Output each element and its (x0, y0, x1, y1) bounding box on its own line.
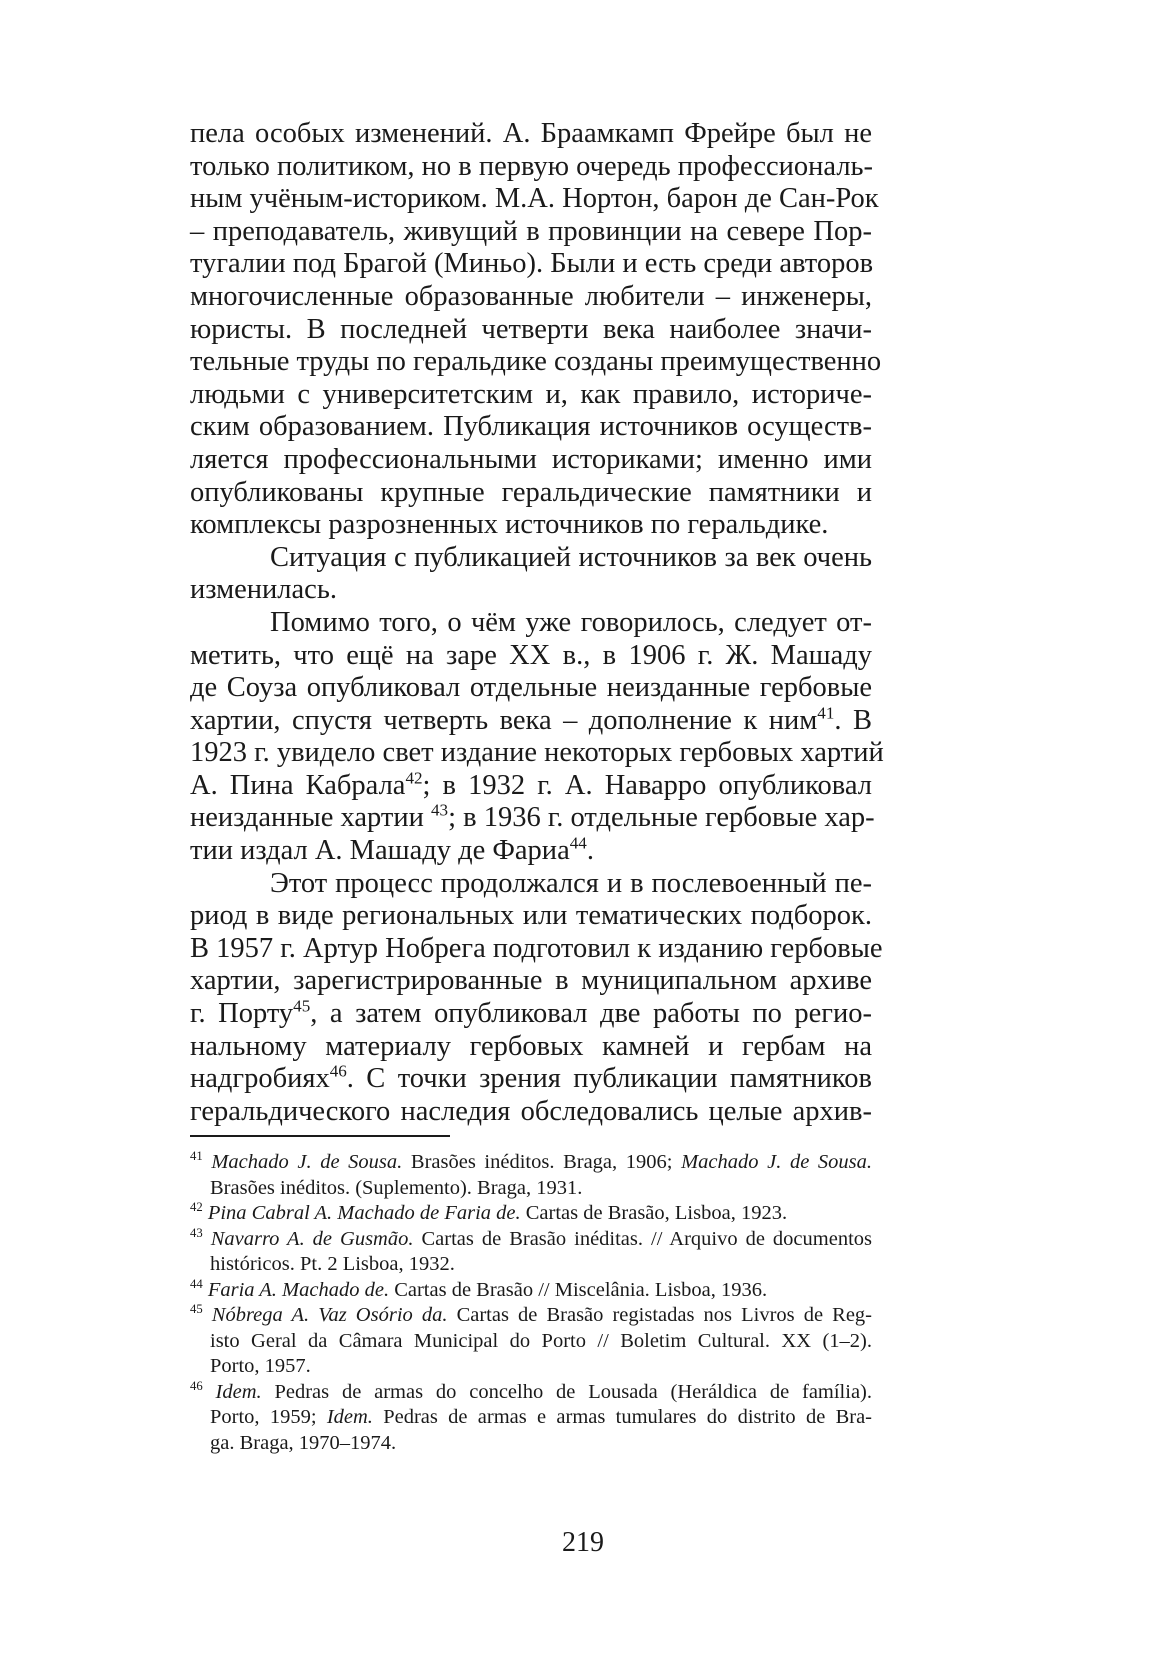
footnote-line: Brasões inéditos. (Suplemento). Braga, 1931. (210, 1176, 583, 1199)
footnote-42 (190, 1201, 872, 1227)
text-line: Ситуация с публикацией источников за век очень (270, 541, 872, 573)
footnote-number: 42 (190, 1200, 203, 1215)
text-line: В 1957 г. Артур Нобрега подготовил к изданию гербовые (190, 932, 883, 964)
footnote-43 (190, 1227, 872, 1278)
footnote-number: 43 (190, 1225, 203, 1240)
footnote-number: 45 (190, 1302, 203, 1317)
footnote-author: Idem. (215, 1380, 262, 1403)
footnote-number: 44 (190, 1276, 203, 1291)
text-run: . (586, 835, 594, 867)
footnote-author: Idem. (326, 1406, 373, 1428)
text-line: многочисленные образованные любители – инженеры, (190, 280, 872, 312)
footnote-author: Nóbrega A. Vaz Osório da. (211, 1304, 448, 1326)
text-run: хартии, спустя четверть века – дополнение к ним (190, 704, 818, 736)
text-run: неизданные хартии (190, 802, 431, 834)
text-run: надгробиях (190, 1063, 330, 1095)
page-number: 219 (562, 1527, 604, 1558)
text-run: . С точки зрения публикации памятников (346, 1063, 872, 1095)
footnote-44 (190, 1278, 872, 1304)
text-line: – преподаватель, живущий в провинции на севере Пор- (190, 215, 872, 247)
body-text (190, 118, 884, 1128)
footnote-line (190, 1227, 872, 1253)
footnote-ref-46[interactable]: 46 (329, 1061, 347, 1081)
footnote-line (190, 1150, 872, 1176)
footnote-ref-41[interactable]: 41 (817, 703, 835, 723)
text-line: де Соуза опубликовал отдельные неизданные гербовые (190, 672, 872, 704)
footnote-author: Machado J. de Sousa. (681, 1151, 873, 1173)
footnote-number: 41 (190, 1149, 203, 1164)
footnote-text: Cartas de Brasão inéditas. // Arquivo de documentos (413, 1227, 872, 1250)
paragraph-4 (190, 867, 883, 1129)
footnote-46 (190, 1380, 872, 1457)
footnote-author: Navarro A. de Gusmão. (210, 1227, 414, 1250)
paragraph-1 (190, 118, 882, 542)
text-line: пела особых изменений. А. Браамкамп Фрейре был не (190, 118, 872, 149)
text-line: юристы. В последней четверти века наиболее значи- (190, 313, 872, 345)
text-line: только политиком, но в первую очередь профессиональ- (190, 150, 874, 182)
text-line: ляется профессиональными историками; именно ими (190, 443, 872, 475)
text-line: ским образованием. Публикация источников осуществ- (190, 411, 872, 443)
text-line: изменилась. (190, 574, 337, 606)
text-line (190, 1063, 872, 1096)
text-line: тугалии под Брагой (Миньо). Были и есть среди авторов (190, 248, 874, 280)
footnote-author: Machado J. de Sousa. (211, 1151, 403, 1173)
text-line: ным учёным-историком. М.А. Нортон, барон де Сан-Рок (190, 183, 879, 215)
footnote-text: Cartas de Brasão registadas nos Livros de Reg- (447, 1304, 872, 1326)
footnote-author: Pina Cabral A. Machado de Faria de. (207, 1202, 521, 1224)
text-run: ; в 1932 г. А. Наварро опубликовал (422, 769, 873, 801)
text-line (190, 770, 872, 803)
footnote-line (190, 1380, 872, 1406)
footnotes (190, 1150, 872, 1456)
text-line (190, 998, 872, 1031)
text-line: комплексы разрозненных источников по геральдике. (190, 509, 829, 541)
footnote-45 (190, 1303, 872, 1380)
footnote-text: Cartas de Brasão // Miscelânia. Lisboa, 1936. (389, 1278, 768, 1301)
text-line: Помимо того, о чём уже говорилось, следует от- (270, 606, 872, 638)
footnote-number: 46 (190, 1378, 203, 1393)
footnote-text: Pedras de armas e armas tumulares do distrito de Bra- (372, 1406, 872, 1428)
footnote-line: ga. Braga, 1970–1974. (210, 1431, 397, 1454)
text-run: А. Пина Кабрала (190, 769, 406, 801)
text-line: риод в виде региональных или тематических подборок. (190, 900, 872, 932)
footnote-text: Pedras de armas do concelho de Lousada (Heráldica de família). (261, 1380, 872, 1403)
text-line: геральдического наследия обследовались целые архив- (190, 1095, 872, 1127)
text-run: тии издал А. Машаду де Фариа (190, 835, 570, 867)
footnote-line (190, 1405, 872, 1431)
text-line: метить, что ещё на заре XX в., в 1906 г. Ж. Машаду (190, 639, 872, 671)
footnote-divider (190, 1135, 450, 1137)
text-line (190, 705, 872, 738)
text-run: . В (834, 704, 872, 736)
text-run: ; в 1936 г. отдельные гербовые хар- (448, 802, 875, 834)
text-line: 1923 г. увидело свет издание некоторых гербовых хартий (190, 737, 884, 769)
footnote-ref-43[interactable]: 43 (430, 800, 449, 820)
text-run: г. Порту (190, 998, 294, 1030)
text-line: людьми с университетским и, как правило, историче- (190, 378, 872, 410)
text-line: нальному материалу гербовых камней и гербам на (190, 1030, 872, 1062)
footnote-ref-44[interactable]: 44 (569, 833, 587, 853)
text-run: , а затем опубликовал две работы по регио- (310, 998, 872, 1030)
paragraph-2 (190, 542, 872, 607)
text-line: тельные труды по геральдике созданы преимущественно (190, 346, 882, 378)
footnote-ref-45[interactable]: 45 (293, 996, 311, 1016)
paragraph-3 (190, 606, 884, 868)
footnote-ref-42[interactable]: 42 (405, 768, 423, 788)
footnote-text: Brasões inéditos. Braga, 1906; (402, 1151, 682, 1173)
footnote-author: Faria A. Machado de. (207, 1278, 390, 1301)
text-line (190, 800, 875, 835)
footnote-text: Cartas de Brasão, Lisboa, 1923. (520, 1202, 788, 1224)
text-line: опубликованы крупные геральдические памятники и (190, 476, 872, 508)
footnote-text: Porto, 1959; (210, 1406, 327, 1428)
footnote-line: Porto, 1957. (210, 1355, 311, 1377)
footnote-line: isto Geral da Câmara Municipal do Porto // Boletim Cultural. XX (1–2). (210, 1329, 872, 1352)
footnote-41 (190, 1150, 872, 1201)
footnote-line (190, 1303, 872, 1329)
footnote-line (190, 1201, 872, 1227)
text-line (190, 835, 872, 868)
text-line: хартии, зарегистрированные в муниципальном архиве (190, 965, 872, 997)
footnote-line: históricos. Pt. 2 Lisboa, 1932. (210, 1253, 455, 1275)
footnote-line (190, 1278, 872, 1304)
text-line: Этот процесс продолжался и в послевоенный пе- (270, 867, 872, 899)
